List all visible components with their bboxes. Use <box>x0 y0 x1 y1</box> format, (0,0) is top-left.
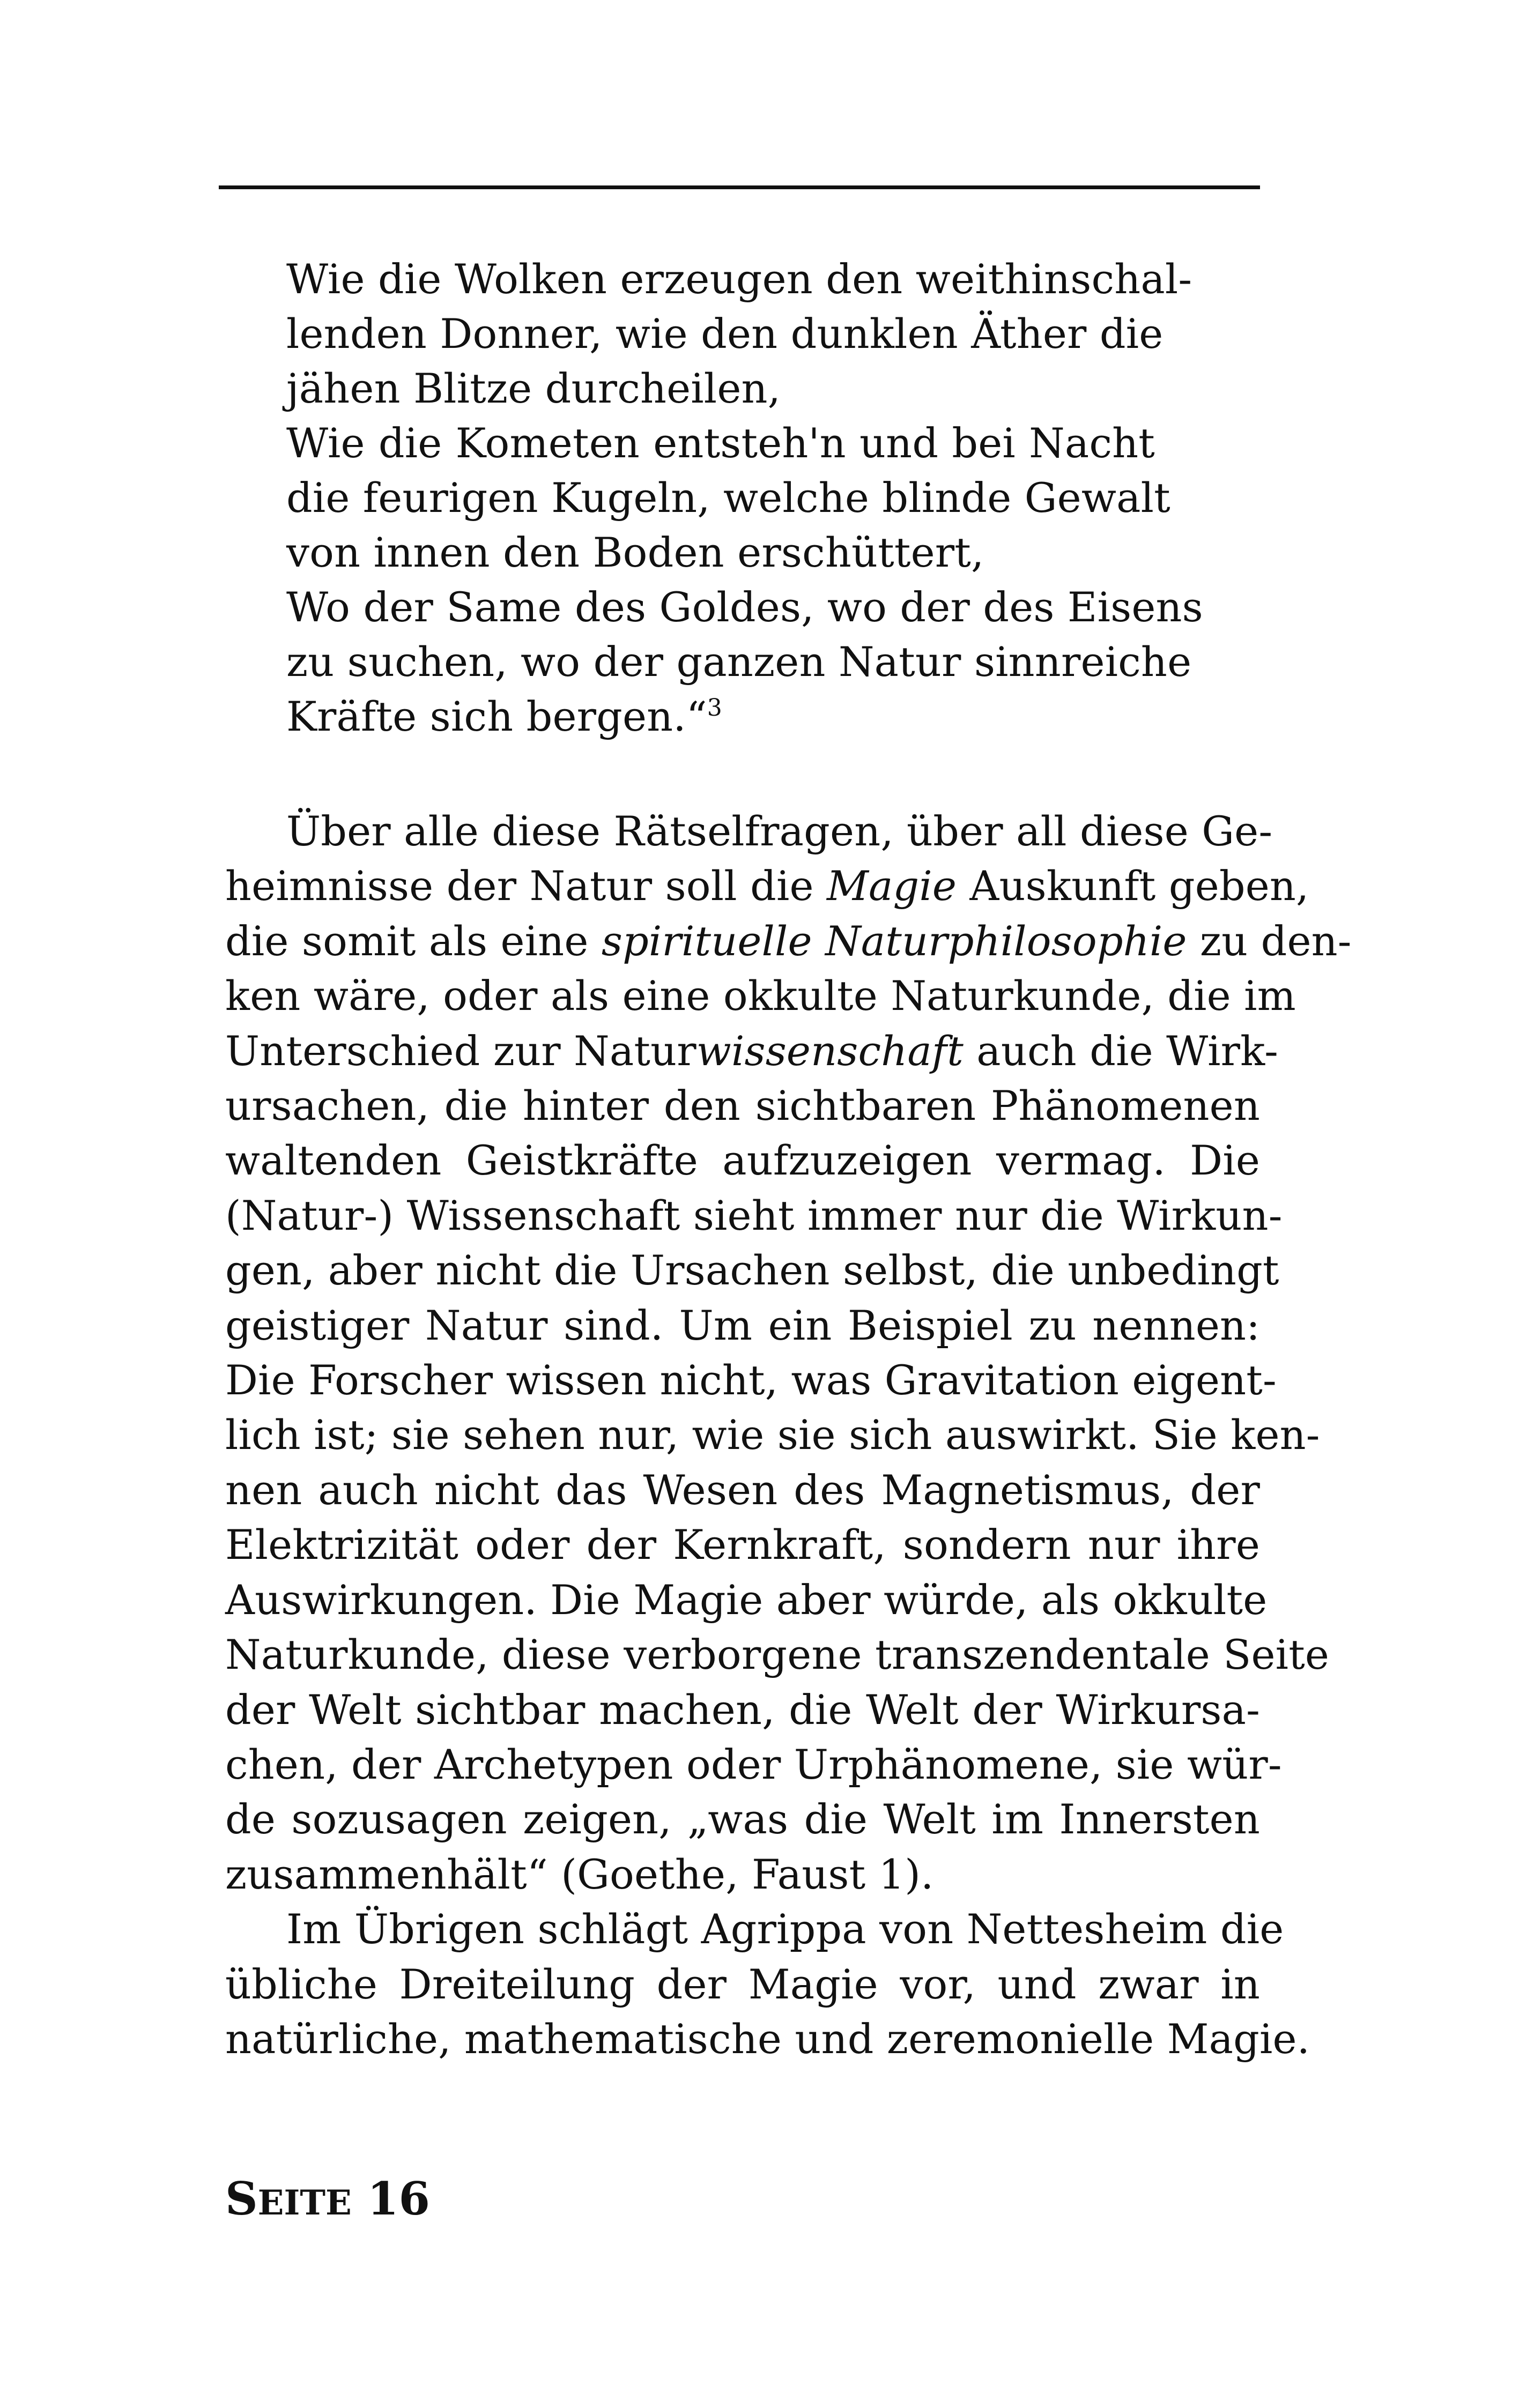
emphasis-naturphilosophie: spirituelle Naturphilosophie <box>601 917 1187 965</box>
verse-quote <box>286 252 1203 744</box>
verse-line-last <box>286 689 1155 744</box>
paragraph-line: gen, aber nicht die Ursachen selbst, die unbedingt <box>225 1246 1279 1295</box>
text-run: auch die Wirk- <box>963 1027 1278 1075</box>
paragraph-line: Über alle diese Rätselfragen, über all diese Ge- <box>286 807 1273 855</box>
paragraph-line: zusammenhält“ (Goethe, Faust 1). <box>225 1850 934 1898</box>
paragraph-line: de sozusagen zeigen, „was die Welt im Innersten <box>225 1795 1260 1844</box>
paragraph-line: ursachen, die hinter den sichtbaren Phänomenen <box>225 1082 1260 1130</box>
verse-line: zu suchen, wo der ganzen Natur sinnreiche <box>286 638 1192 686</box>
paragraph-line: Die Forscher wissen nicht, was Gravitation eigent- <box>225 1356 1277 1404</box>
paragraph-line: lich ist; sie sehen nur, wie sie sich auswirkt. Sie ken- <box>225 1411 1320 1459</box>
page-label-rest: EITE <box>257 2183 352 2223</box>
header-rule <box>219 185 1260 189</box>
verse-line: lenden Donner, wie den dunklen Äther die <box>286 310 1164 358</box>
page-footer <box>225 2172 430 2230</box>
paragraph-line: ken wäre, oder als eine okkulte Naturkunde, die im <box>225 972 1296 1020</box>
paragraph-line: waltenden Geistkräfte aufzuzeigen vermag. Die <box>225 1136 1260 1185</box>
page-number: 16 <box>367 2172 430 2225</box>
text-run: Unterschied zur Natur <box>225 1027 696 1075</box>
paragraph-line: (Natur-) Wissenschaft sieht immer nur die Wirkun- <box>225 1191 1283 1239</box>
paragraph-line: Elektrizität oder der Kernkraft, sondern nur ihre <box>225 1521 1260 1569</box>
text-run: heimnisse der Natur soll die <box>225 862 827 910</box>
emphasis-wissenschaft: wissenschaft <box>696 1027 964 1075</box>
paragraph-line: geistiger Natur sind. Um ein Beispiel zu nennen: <box>225 1301 1260 1349</box>
paragraph-line: der Welt sichtbar machen, die Welt der Wirkursa- <box>225 1685 1260 1734</box>
paragraph-line: Auswirkungen. Die Magie aber würde, als okkulte <box>225 1575 1268 1624</box>
verse-line: jähen Blitze durcheilen, <box>286 365 781 412</box>
verse-text: Kräfte sich bergen.“ <box>286 693 707 740</box>
verse-line: von innen den Boden erschüttert, <box>286 529 984 576</box>
emphasis-magie: Magie <box>827 862 957 910</box>
paragraph-line <box>225 859 1309 913</box>
paragraph-line <box>225 914 1352 969</box>
paragraph-line: chen, der Archetypen oder Urphänomene, sie wür- <box>225 1740 1282 1788</box>
text-run: Auskunft geben, <box>957 862 1309 910</box>
page-label-initial: S <box>225 2172 258 2225</box>
paragraph-line: Naturkunde, diese verborgene transzendentale Seite <box>225 1631 1330 1679</box>
verse-line: Wie die Wolken erzeugen den weithinschal- <box>286 255 1192 303</box>
footnote-marker: 3 <box>707 694 722 722</box>
verse-line: Wie die Kometen entsteh'n und bei Nacht <box>286 419 1155 467</box>
body-text <box>225 804 1352 2067</box>
verse-line: die feurigen Kugeln, welche blinde Gewalt <box>286 474 1170 522</box>
text-run: die somit als eine <box>225 917 602 965</box>
paragraph-line: Im Übrigen schlägt Agrippa von Nettesheim die <box>286 1905 1284 1953</box>
paragraph-line: übliche Dreiteilung der Magie vor, und zwar in <box>225 1960 1260 2008</box>
text-run: zu den- <box>1187 917 1352 965</box>
paragraph-line: nen auch nicht das Wesen des Magnetismus, der <box>225 1466 1260 1514</box>
paragraph-line: natürliche, mathematische und zeremonielle Magie. <box>225 2015 1310 2063</box>
paragraph-line <box>225 1024 1278 1079</box>
verse-line: Wo der Same des Goldes, wo der des Eisens <box>286 583 1203 631</box>
